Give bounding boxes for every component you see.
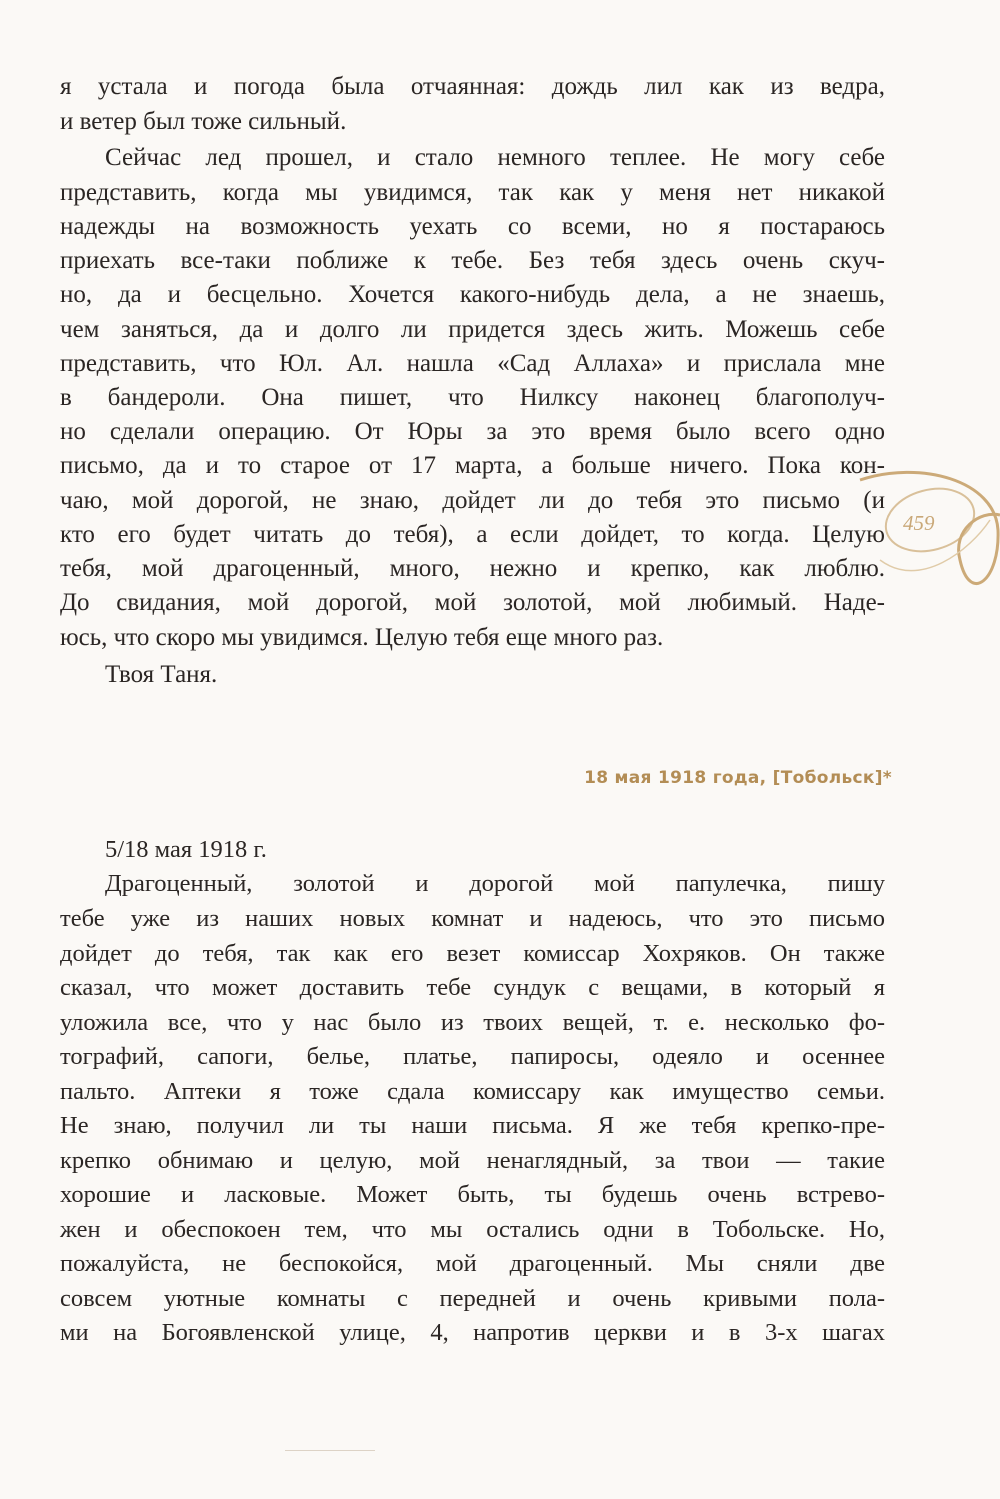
text-line: дойдет до тебя, так как его везет комиссар Хохряков. Он также xyxy=(60,940,885,967)
text-line: совсем уютные комнаты с передней и очень кривыми пола- xyxy=(60,1285,885,1312)
text-line: тографий, сапоги, белье, платье, папиросы, одеяло и осеннее xyxy=(60,1043,885,1070)
text-line: но сделали операцию. От Юры за это время было всего одно xyxy=(60,418,885,445)
text-line: уложила все, что у нас было из твоих вещей, т. е. несколько фо- xyxy=(60,1009,885,1036)
letter-2-heading: 18 мая 1918 года, [Тобольск]* xyxy=(584,768,892,788)
text-line: представить, что Юл. Ал. нашла «Сад Аллаха» и прислала мне xyxy=(60,350,885,377)
text-line: крепко обнимаю и целую, мой ненаглядный, за твои — такие xyxy=(60,1147,885,1174)
text-line: кто его будет читать до тебя), а если дойдет, то когда. Целую xyxy=(60,521,885,548)
text-line: пальто. Аптеки я тоже сдала комиссару как имущество семьи. xyxy=(60,1078,885,1105)
text-line: ми на Богоявленской улице, 4, напротив церкви и в 3-х шагах xyxy=(60,1319,885,1346)
text-line: тебя, мой драгоценный, много, нежно и крепко, как люблю. xyxy=(60,555,885,582)
text-line: чем заняться, да и долго ли придется здесь жить. Можешь себе xyxy=(60,316,885,343)
text-line: но, да и бесцельно. Хочется какого-нибудь дела, а не знаешь, xyxy=(60,281,885,308)
text-line: представить, когда мы увидимся, так как у меня нет никакой xyxy=(60,179,885,206)
text-line: хорошие и ласковые. Может быть, ты будешь очень встрево- xyxy=(60,1181,885,1208)
text-line: тебе уже из наших новых комнат и надеюсь, что это письмо xyxy=(60,905,885,932)
text-line: юсь, что скоро мы увидимся. Целую тебя еще много раз. xyxy=(60,624,664,651)
text-line: пожалуйста, не беспокойся, мой драгоценный. Мы сняли две xyxy=(60,1250,885,1277)
text-line: письмо, да и то старое от 17 марта, а больше ничего. Пока кон- xyxy=(60,452,885,479)
text-line: в бандероли. Она пишет, что Нилксу наконец благополуч- xyxy=(60,384,885,411)
signature-line: Твоя Таня. xyxy=(105,661,218,688)
text-line: и ветер был тоже сильный. xyxy=(60,108,347,135)
text-line: приехать все-таки поближе к тебе. Без тебя здесь очень скуч- xyxy=(60,247,885,274)
text-line: надежды на возможность уехать со всеми, но я постараюсь xyxy=(60,213,885,240)
text-line: Сейчас лед прошел, и стало немного теплее. Не могу себе xyxy=(105,144,885,171)
text-line: Драгоценный, золотой и дорогой мой папулечка, пишу xyxy=(105,870,885,897)
text-line: чаю, мой дорогой, не знаю, дойдет ли до тебя это письмо (и xyxy=(60,487,885,514)
text-line: До свидания, мой дорогой, мой золотой, мой любимый. Наде- xyxy=(60,589,885,616)
letter-date: 5/18 мая 1918 г. xyxy=(105,836,267,863)
text-line: я устала и погода была отчаянная: дождь лил как из ведра, xyxy=(60,73,885,100)
text-line: сказал, что может доставить тебе сундук с вещами, в который я xyxy=(60,974,885,1001)
text-line: Не знаю, получил ли ты наши письма. Я же тебя крепко-пре- xyxy=(60,1112,885,1139)
footnote-divider xyxy=(285,1450,375,1451)
page-number: 459 xyxy=(903,511,935,535)
text-line: жен и обеспокоен тем, что мы остались одни в Тобольске. Но, xyxy=(60,1216,885,1243)
